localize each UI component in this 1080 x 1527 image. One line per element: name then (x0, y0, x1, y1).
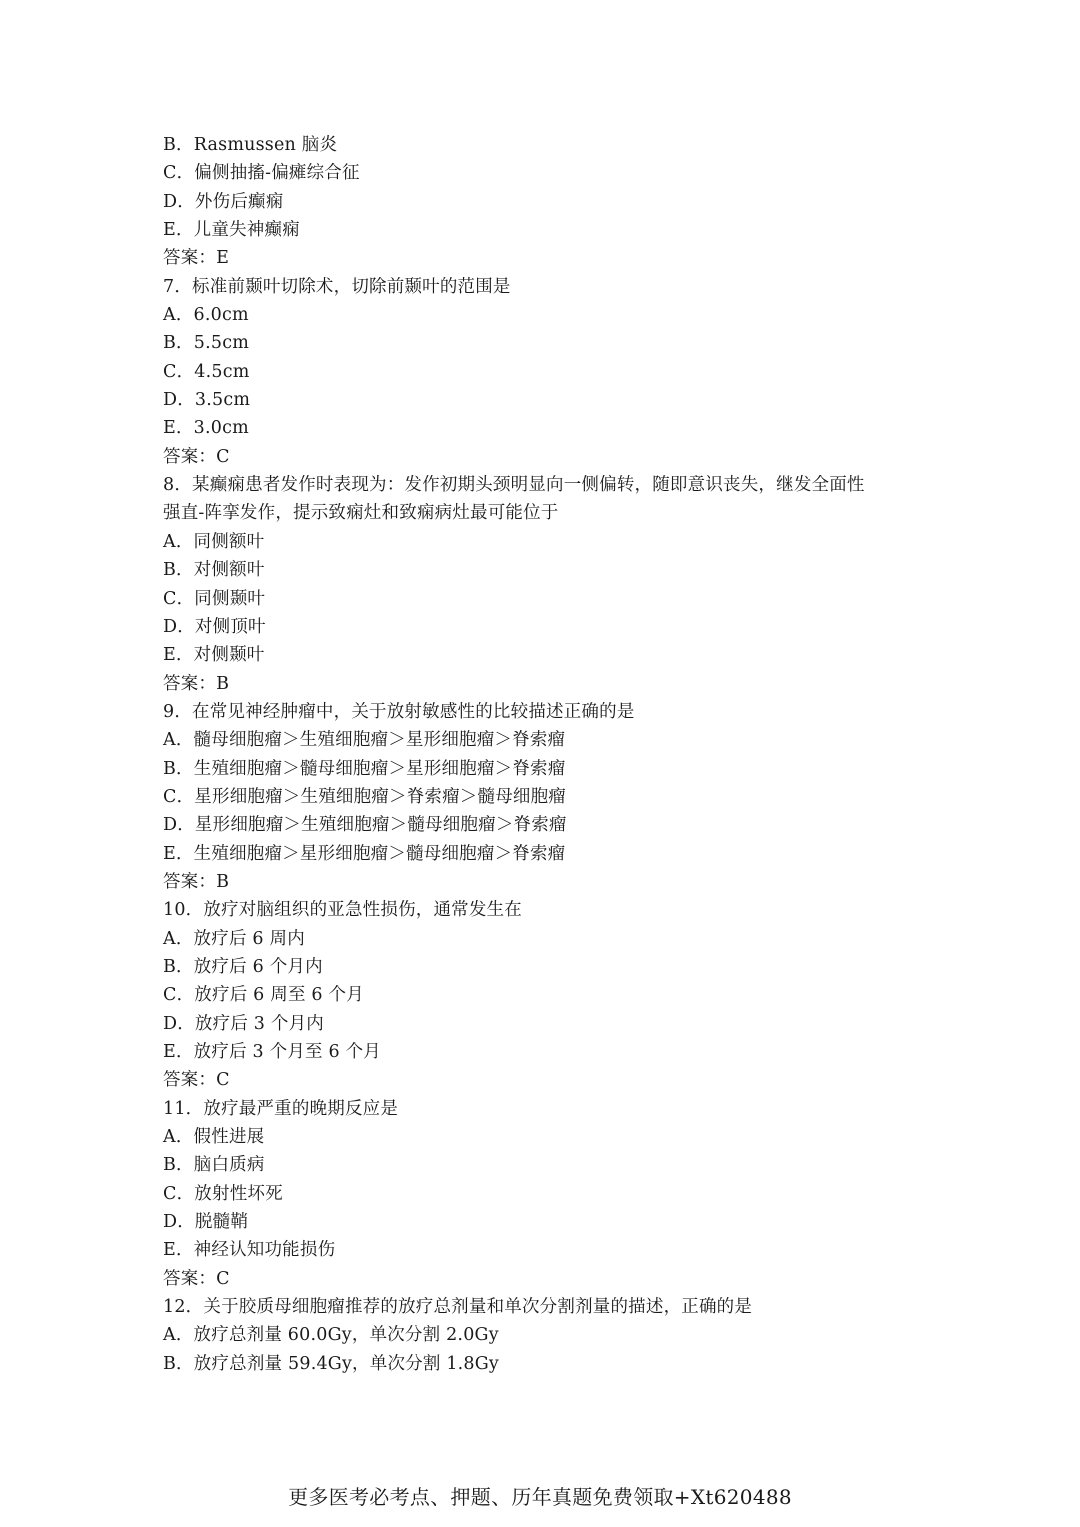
answer-line: 答案：C (163, 1070, 230, 1091)
option-line: E．3.0cm (163, 418, 249, 439)
question-line: 12．关于胶质母细胞瘤推荐的放疗总剂量和单次分割剂量的描述，正确的是 (163, 1297, 753, 1318)
option-line: C．放射性坏死 (163, 1183, 283, 1204)
option-line: E．放疗后 3 个月至 6 个月 (163, 1042, 381, 1062)
question-line: 8．某癫痫患者发作时表现为：发作初期头颈明显向一侧偏转，随即意识丧失，继发全面性 (163, 475, 865, 496)
question-line: 10．放疗对脑组织的亚急性损伤，通常发生在 (163, 900, 522, 921)
option-line: B．Rasmussen 脑炎 (163, 135, 338, 155)
option-line: B．对侧额叶 (163, 560, 265, 581)
option-line: D．星形细胞瘤＞生殖细胞瘤＞髓母细胞瘤＞脊索瘤 (163, 815, 567, 836)
option-line: D．外伤后癫痫 (163, 191, 284, 212)
option-line: D．3.5cm (163, 390, 251, 411)
option-line: D．对侧顶叶 (163, 616, 266, 637)
question-line: 7．标准前颞叶切除术，切除前颞叶的范围是 (163, 276, 511, 297)
answer-line: 答案：B (163, 871, 230, 892)
option-line: D．脱髓鞘 (163, 1212, 249, 1233)
option-line: B．生殖细胞瘤＞髓母细胞瘤＞星形细胞瘤＞脊索瘤 (163, 758, 566, 779)
option-line: C．星形细胞瘤＞生殖细胞瘤＞脊索瘤＞髓母细胞瘤 (163, 786, 566, 807)
option-line: A．髓母细胞瘤＞生殖细胞瘤＞星形细胞瘤＞脊索瘤 (163, 730, 566, 751)
answer-line: 答案：C (163, 1268, 230, 1289)
option-line: C．偏侧抽搐-偏瘫综合征 (163, 163, 360, 184)
option-line: C．同侧颞叶 (163, 588, 266, 609)
option-line: C．4.5cm (163, 361, 250, 382)
option-line: B．放疗后 6 个月内 (163, 956, 323, 977)
option-line: E．神经认知功能损伤 (163, 1240, 336, 1261)
answer-line: 答案：C (163, 446, 230, 467)
option-line: D．放疗后 3 个月内 (163, 1013, 324, 1034)
option-line: E．生殖细胞瘤＞星形细胞瘤＞髓母细胞瘤＞脊索瘤 (163, 843, 566, 864)
answer-line: 答案：B (163, 673, 230, 694)
answer-line: 答案：E (163, 248, 230, 269)
option-line: A．放疗总剂量 60.0Gy，单次分割 2.0Gy (163, 1325, 499, 1346)
option-line: B．放疗总剂量 59.4Gy，单次分割 1.8Gy (163, 1353, 500, 1374)
question-line: 9．在常见神经肿瘤中，关于放射敏感性的比较描述正确的是 (163, 701, 635, 722)
option-line: A．同侧额叶 (163, 531, 265, 552)
option-line: E．儿童失神癫痫 (163, 220, 300, 241)
question-list (163, 131, 943, 1378)
question-line: 11．放疗最严重的晚期反应是 (163, 1098, 399, 1119)
option-line: E．对侧颞叶 (163, 645, 265, 666)
option-line: A．6.0cm (163, 305, 249, 326)
question-continuation-line: 强直-阵挛发作，提示致痫灶和致痫病灶最可能位于 (163, 503, 559, 524)
option-line: A．假性进展 (163, 1127, 265, 1148)
option-line: C．放疗后 6 周至 6 个月 (163, 985, 364, 1006)
footer-promo-text: 更多医考必考点、押题、历年真题免费领取+Xt620488 (288, 1485, 792, 1509)
option-line: B．5.5cm (163, 333, 249, 354)
option-line: A．放疗后 6 周内 (163, 928, 305, 949)
option-line: B．脑白质病 (163, 1155, 265, 1176)
